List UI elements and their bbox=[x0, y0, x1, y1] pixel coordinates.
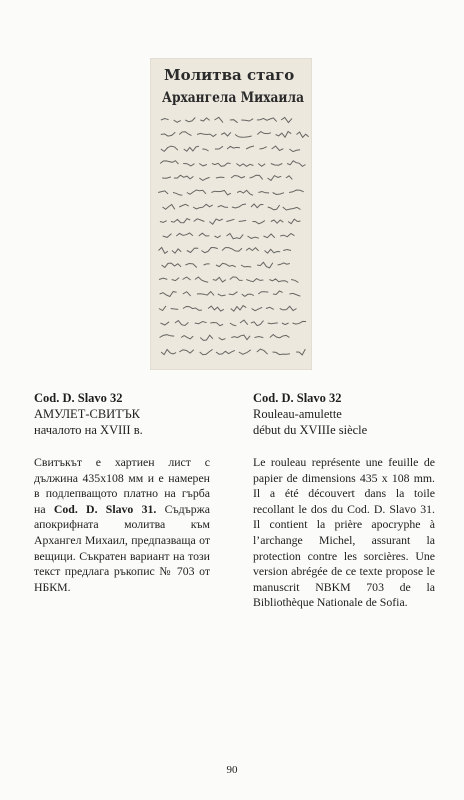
manuscript-photo bbox=[150, 58, 312, 370]
manuscript-scan-graphic bbox=[150, 58, 312, 370]
right-body: Le rouleau représente une feuille de papier de dimensions 435 x 108 mm. Il a été découvert dans la toile recollant le dos du Cod. D. Slavo 31. Il contient la prière apocryphe à l’archange Michel, assurant la protection contre les sorcières. Une version abrégée de ce texte propose le manuscrit NBKM 703 de la Bibliothèque Nationale de Sofia. bbox=[253, 455, 435, 610]
page-number: 90 bbox=[226, 764, 238, 776]
manuscript-heading-line2: Архангела Михаила bbox=[162, 90, 304, 106]
right-title: Cod. D. Slavo 32 bbox=[253, 391, 342, 405]
left-title: Cod. D. Slavo 32 bbox=[34, 391, 123, 405]
left-body bbox=[34, 455, 210, 595]
left-body-bold: Cod. D. Slavo 31. bbox=[53, 501, 157, 516]
right-subtitle-2: début du XVIIIe siècle bbox=[253, 423, 368, 437]
bulgarian-column bbox=[34, 390, 210, 595]
left-body-part1: Свитъкът е хартиен лист с дължина 435x108 мм и е намерен в подлепващото платно на гърба на bbox=[34, 455, 210, 516]
french-column bbox=[253, 390, 435, 611]
manuscript-heading-line1: Молитва стаго bbox=[164, 66, 295, 84]
right-subtitle-1: Rouleau-amulette bbox=[253, 407, 342, 421]
left-subtitle-2: началото на XVIII в. bbox=[34, 423, 143, 437]
handwriting-stroke bbox=[268, 323, 278, 324]
left-subtitle-1: АМУЛЕТ-СВИТЪК bbox=[34, 407, 140, 421]
left-body-part2: Съдържа апокрифната молитва към Архангел Михаил, предпазваща от вещици. Съкратен вариант на този текст предлага ръкопис № 703 от НБКМ. bbox=[34, 501, 211, 594]
